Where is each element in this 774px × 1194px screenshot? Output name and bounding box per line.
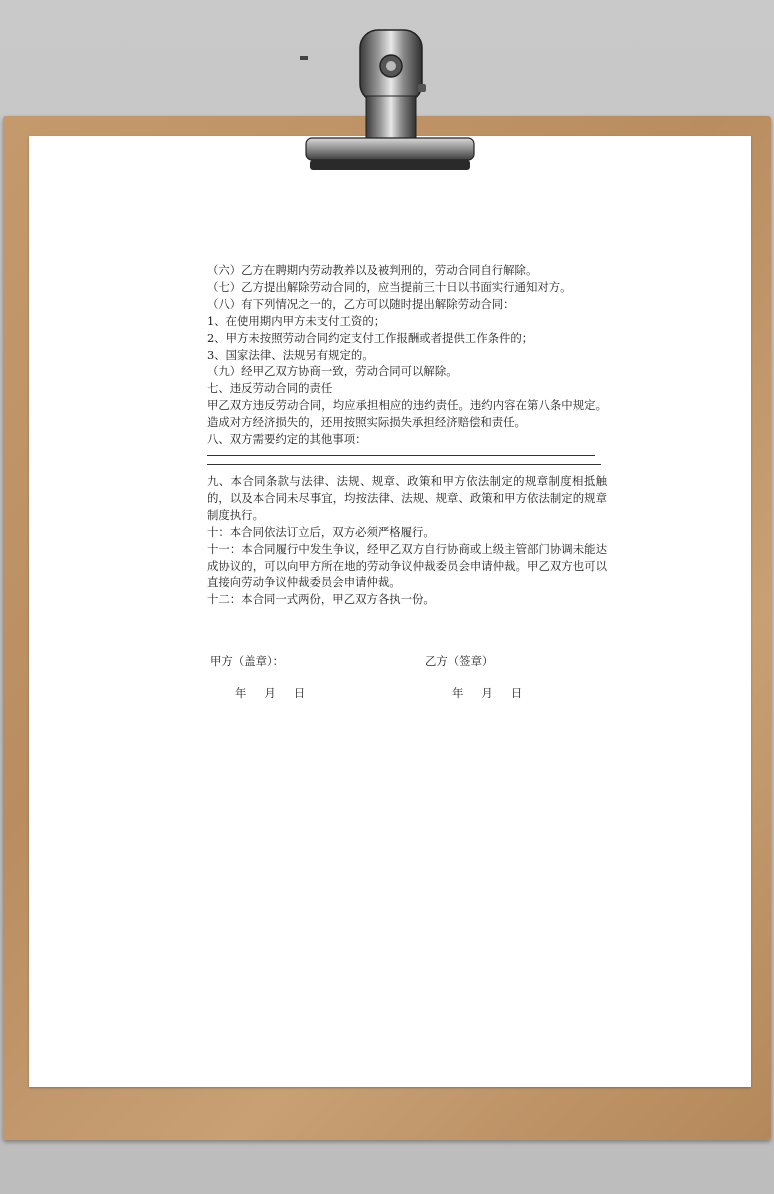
- blank-line: [207, 455, 595, 456]
- section-7-heading: 七、违反劳动合同的责任: [207, 381, 333, 396]
- clause-8: （八）有下列情况之一的，乙方可以随时提出解除劳动合同：: [207, 296, 515, 311]
- date-month: 月: [264, 686, 276, 700]
- date-day: 日: [510, 686, 523, 700]
- date-month: 月: [481, 686, 493, 700]
- contract-text: [207, 262, 607, 608]
- clause-7: （七）乙方提出解除劳动合同的，应当提前三十日以书面实行通知对方。: [207, 279, 572, 294]
- date-day: 日: [293, 686, 306, 700]
- section-8-heading: 八、双方需要约定的其他事项：: [207, 432, 367, 447]
- date-year: 年: [235, 686, 247, 700]
- clause-9: （九）经甲乙双方协商一致，劳动合同可以解除。: [207, 364, 458, 379]
- party-b-date: [452, 685, 540, 701]
- section-10: 十：本合同依法订立后，双方必须严格履行。: [207, 524, 435, 539]
- section-9: 九、本合同条款与法律、法规、规章、政策和甲方依法制定的规章制度相抵触的，以及本合同未尽事宜，均按法律、法规、规章、政策和甲方依法制定的规章制度执行。: [207, 473, 607, 522]
- party-b-label: 乙方（签章）: [425, 654, 494, 668]
- section-7-body: 甲乙双方违反劳动合同，均应承担相应的违约责任。违约内容在第八条中规定。造成对方经济损失的，还用按照实际损失承担经济赔偿和责任。: [207, 398, 607, 430]
- binder-clip: [300, 26, 480, 176]
- date-year: 年: [452, 686, 464, 700]
- section-11: 十一：本合同履行中发生争议，经甲乙双方自行协商或上级主管部门协调未能达成协议的，可以向甲方所在地的劳动争议仲裁委员会申请仲裁。甲乙双方也可以直接向劳动争议仲裁委员会申请仲裁。: [207, 541, 607, 590]
- section-12: 十二：本合同一式两份，甲乙双方各执一份。: [207, 592, 435, 607]
- clause-8-item-3: 3、国家法律、法规另有规定的。: [207, 347, 374, 362]
- party-a-label: 甲方（盖章）：: [210, 654, 285, 668]
- party-a-date: [235, 685, 323, 701]
- clause-8-item-1: 1、在使用期内甲方未支付工资的；: [207, 313, 386, 328]
- clause-8-item-2: 2、甲方未按照劳动合同约定支付工作报酬或者提供工作条件的；: [207, 330, 534, 345]
- blank-line: [207, 464, 601, 465]
- clause-6: （六）乙方在聘期内劳动教养以及被判刑的，劳动合同自行解除。: [207, 263, 538, 277]
